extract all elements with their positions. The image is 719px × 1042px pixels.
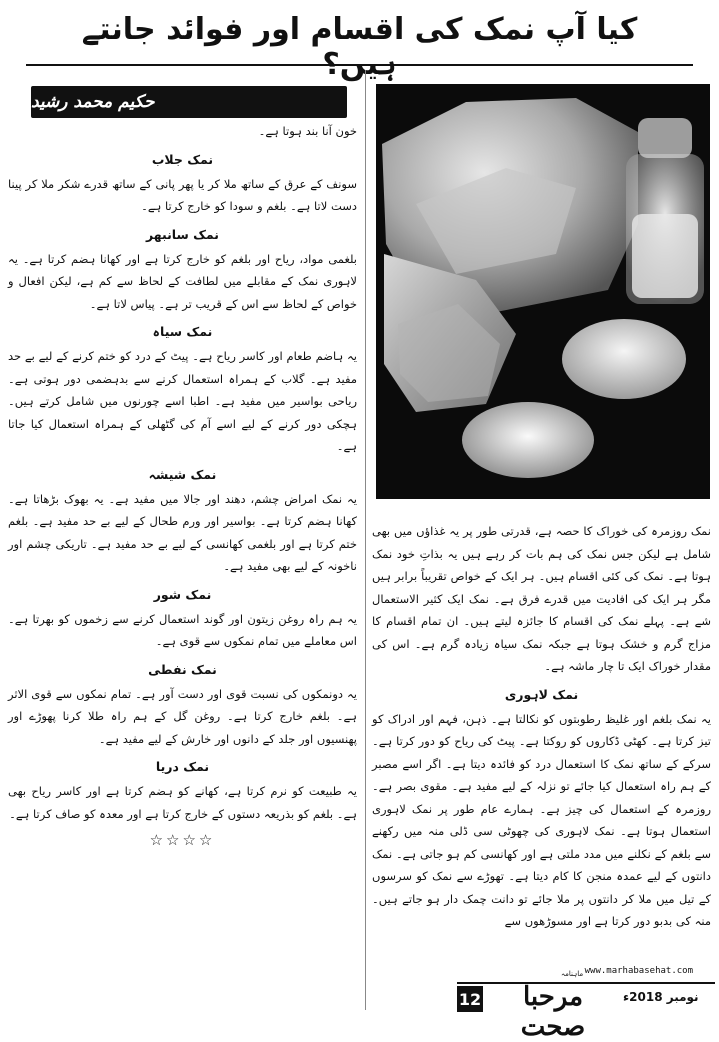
article-title: کیا آپ نمک کی اقسام اور فوائد جانتے ہیں؟: [81, 12, 638, 82]
body-paragraph: یہ طبیعت کو نرم کرتا ہے، کھانے کو ہضم کرتا ہے اور کاسر ریاح بھی ہے۔ بلغم کو بذریعہ دستوں کے خارج کرتا ہے اور معدہ کو صاف کرتا ہے۔: [8, 784, 357, 821]
body-paragraph: سونف کے عرق کے ساتھ ملا کر یا پھر پانی کے ساتھ قدرے شکر ملا کر پینا دست لاتا ہے۔ بلغم و سودا کو خارج کرتا ہے۔: [8, 176, 357, 213]
section-heading: نمک لاہوری: [504, 686, 579, 702]
body-paragraph: یہ ہاضم طعام اور کاسر ریاح ہے۔ پیٹ کے درد کو ختم کرنے کے لیے بے حد مفید ہے۔ گلاب کے ہمراہ استعمال کرنے سے بدہضمی دور ہوتی ہے۔ ریاحی بواسیر میں مفید ہے۔ اطبا اسے چورنوں میں شامل کرتے ہیں۔ ہچکی دور کرنے کے لیے اسے آم کی گٹھلی کے ہمراہ استعمال کیا جاتا ہے۔: [8, 349, 357, 453]
body-paragraph: یہ نمک امراض چشم، دھند اور جالا میں مفید ہے۔ یہ بھوک بڑھاتا ہے۔ کھانا ہضم کرتا ہے۔ بواسیر اور ورم طحال کے لیے بے حد مفید ہے۔ بلغم ختم کرتا ہے اور بلغمی کھانسی کے لیے بے حد مفید ہے۔ تاریکی چشم اور ناخونہ کے لیے بھی مفید ہے۔: [8, 491, 357, 573]
body-paragraph: بلغمی مواد، ریاح اور بلغم کو خارج کرتا ہے اور کھانا ہضم کرتا ہے۔ یہ لاہوری نمک کے مقابلے میں لطافت کے لحاظ سے کم ہے، لیکن افعال و خواص کے لحاظ سے اس کے قریب تر ہے۔ پیاس لاتا ہے۔: [8, 251, 357, 311]
section-heading: نمک جلاب: [151, 151, 214, 167]
author-name: حکیم محمد رشید: [31, 92, 155, 112]
website-url[interactable]: www.marhabasehat.com: [584, 966, 693, 976]
page-footer: [457, 966, 715, 1042]
page-number: 12: [457, 986, 483, 1012]
section-heading: نمک نفطی: [148, 661, 217, 677]
title-rule: [26, 64, 693, 66]
body-paragraph: نمک روزمرہ کی خوراک کا حصہ ہے، قدرتی طور پر یہ غذاؤں میں بھی شامل ہے لیکن جس نمک کی ہم بات کر رہے ہیں یہ بذاتِ خود نمک ہوتا ہے۔ نمک کی کئی اقسام ہیں۔ ہر ایک کے خواص تقریباً برابر ہیں مگر ہر ایک کی افادیت میں قدرے فرق ہے۔ نمک ایک کثیر الاستعمال شے ہے۔ پہلے نمک کی اقسام کا جائزہ لیتے ہیں۔ ان تمام اقسام کا مزاج گرم و خشک ہوتا ہے جبکہ نمک سیاہ زیادہ گرم ہے۔ اس کی مقدار خوراک ایک تا چار ماشہ ہے۔: [372, 524, 711, 673]
magazine-logo: مرحبا صحت: [520, 982, 586, 1042]
author-banner: [31, 86, 347, 118]
monthly-label: ماہنامہ: [561, 970, 584, 978]
body-paragraph: یہ دونمکوں کی نسبت قوی اور دست آور ہے۔ تمام نمکوں سے قوی الاثر ہے۔ بلغم خارج کرتا ہے۔ روغن گل کے ہم راہ طلا کرنا پھوڑے اور پھنسیوں اور جلد کے دانوں اور خارش کے لیے مفید ہے۔: [8, 686, 357, 746]
jar-salt: [632, 214, 698, 298]
salt-grain-pile: [462, 402, 594, 478]
end-stars: ☆☆☆☆: [149, 831, 216, 849]
photo-illustration: [376, 84, 710, 499]
issue-date: نومبر 2018ء: [623, 990, 699, 1004]
body-paragraph: یہ ہم راہ روغن زیتون اور گوند استعمال کرنے سے زخموں کو بھرتا ہے۔ اس معاملے میں تمام نمکوں سے قوی ہے۔: [8, 611, 357, 648]
right-column: [8, 120, 357, 849]
column-divider: [365, 70, 366, 1010]
section-heading: نمک دریا: [155, 759, 210, 774]
salt-powder-pile: [562, 319, 686, 399]
section-heading: نمک سانبھر: [145, 226, 220, 242]
jar-stopper: [638, 118, 692, 158]
section-heading: نمک شیشہ: [148, 466, 217, 482]
title-bar: [0, 0, 719, 82]
section-heading: نمک سیاہ: [152, 324, 213, 339]
section-heading: نمک شور: [153, 586, 212, 602]
body-paragraph: یہ نمک بلغم اور غلیظ رطوبتوں کو نکالتا ہے۔ ذہن، فہم اور ادراک کو تیز کرتا ہے۔ کھٹی ڈکاروں کو روکتا ہے۔ پیٹ کی ریاح کو دور کرتا ہے۔ سرکے کے ساتھ نمک کا استعمال درد کو فائدہ دیتا ہے۔ اگر اسے مصبر کے ہم راہ استعمال کیا جائے تو نزلہ کے لیے مفید ہے۔ مقوی بصر ہے۔ روزمرہ کے استعمال کی چیز ہے۔ ہمارے عام طور پر نمک لاہوری استعمال ہوتا ہے۔ نمک لاہوری کی چھوٹی سی ڈلی منہ میں رکھنے سے بلغم کے نکلنے میں مدد ملتی ہے اور کھانسی کم ہو جاتی ہے۔ نمک دانتوں کے لیے عمدہ منجن کا کام دیتا ہے۔ تھوڑے سے نمک کو سرسوں کے تیل میں ملا کر دانتوں پر ملا جائے تو دانت چمک دار ہو جاتے ہیں۔ منہ کی بدبو دور کرتا ہے اور مسوڑھوں سے: [372, 711, 711, 928]
salt-crystals-photo: [376, 84, 710, 499]
left-column: [372, 520, 711, 933]
body-paragraph: خون آنا بند ہوتا ہے۔: [258, 124, 357, 138]
